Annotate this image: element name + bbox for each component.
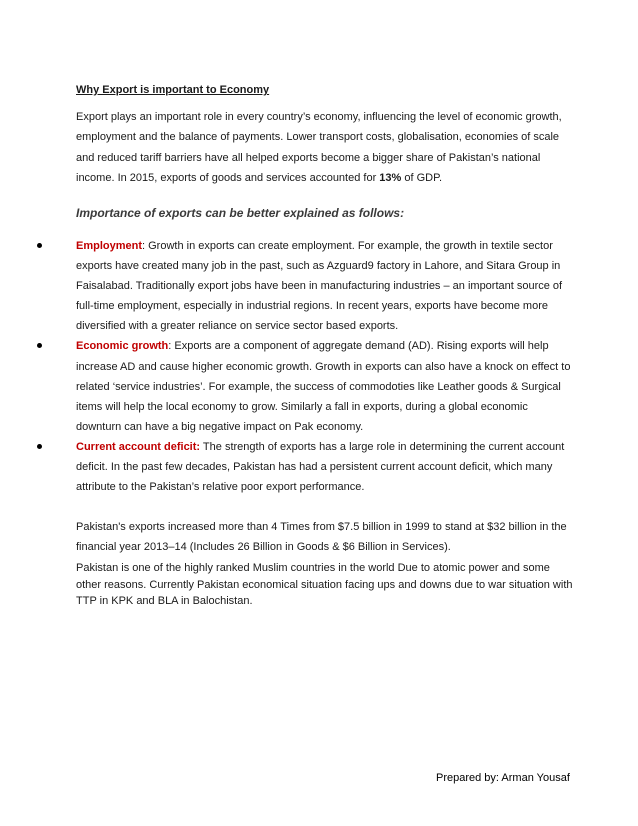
intro-text: Export plays an important role in every country’s economy, influencing the level of economic growth, employment and the balance of payments. Lower transport costs, globalisation, economies of scale and reduced tariff barriers have all helped exports become a bigger share of Pakistan’s national income. In 2015, exports of goods and services accounted for bbox=[76, 111, 562, 184]
intro-text-end: of GDP. bbox=[401, 171, 443, 184]
bullet-term: Current account deficit: bbox=[76, 440, 201, 453]
intro-paragraph bbox=[76, 107, 576, 188]
bullet-economic-growth bbox=[0, 336, 576, 436]
bullet-text: The strength of exports has a large role in determining the current account deficit. In the past few decades, Pakistan has had a persistent current account deficit, which many attribute to the Pakistan’s relative poor export performance. bbox=[76, 440, 565, 494]
bullet-text: : Growth in exports can create employment. For example, the growth in textile sector exports have created many job in the past, such as Azguard9 factory in Lahore, and Sitara Group in Faisalabad. Traditionally export jobs have been in manufacturing industries – an important source of full-time employment, especially in industrial regions. In recent years, exports have become more diversified with a greater reliance on service sector based exports. bbox=[76, 240, 563, 333]
section-heading: Why Export is important to Economy bbox=[76, 84, 270, 96]
bullet-point-icon bbox=[37, 343, 42, 348]
subheading: Importance of exports can be better explained as follows: bbox=[76, 206, 405, 220]
bullet-text: : Exports are a component of aggregate demand (AD). Rising exports will help increase AD and cause higher economic growth. Growth in exports can also have a knock on effect to related ‘service industries’. For example, the success of commodoties like Leather goods & Surgical items will help the local economy to grow. Similarly a fall in exports, during a global economic downturn can have a big negative impact on Pak economy. bbox=[76, 340, 571, 433]
bullet-list bbox=[0, 236, 638, 497]
bullet-point-icon bbox=[37, 243, 42, 248]
gdp-share-highlight: 13% bbox=[379, 171, 402, 184]
bullet-point-icon bbox=[37, 444, 42, 449]
exports-growth-paragraph: Pakistan's exports increased more than 4 Times from $7.5 billion in 1999 to stand at $32 billion in the financial year 2013–14 (Includes 26 Billion in Goods & $6 Billion in Services). bbox=[76, 521, 567, 553]
bullet-employment bbox=[0, 236, 576, 336]
bullet-term: Economic growth bbox=[76, 340, 169, 353]
footer-author: Prepared by: Arman Yousaf bbox=[436, 772, 570, 784]
bullet-current-account-deficit bbox=[0, 437, 576, 497]
pakistan-situation-paragraph: Pakistan is one of the highly ranked Muslim countries in the world Due to atomic power and some other reasons. Currently Pakistan economical situation facing ups and downs due to war situation with TTP in KPK and BLA in Balochistan. bbox=[76, 562, 573, 607]
bullet-term: Employment bbox=[76, 240, 143, 252]
